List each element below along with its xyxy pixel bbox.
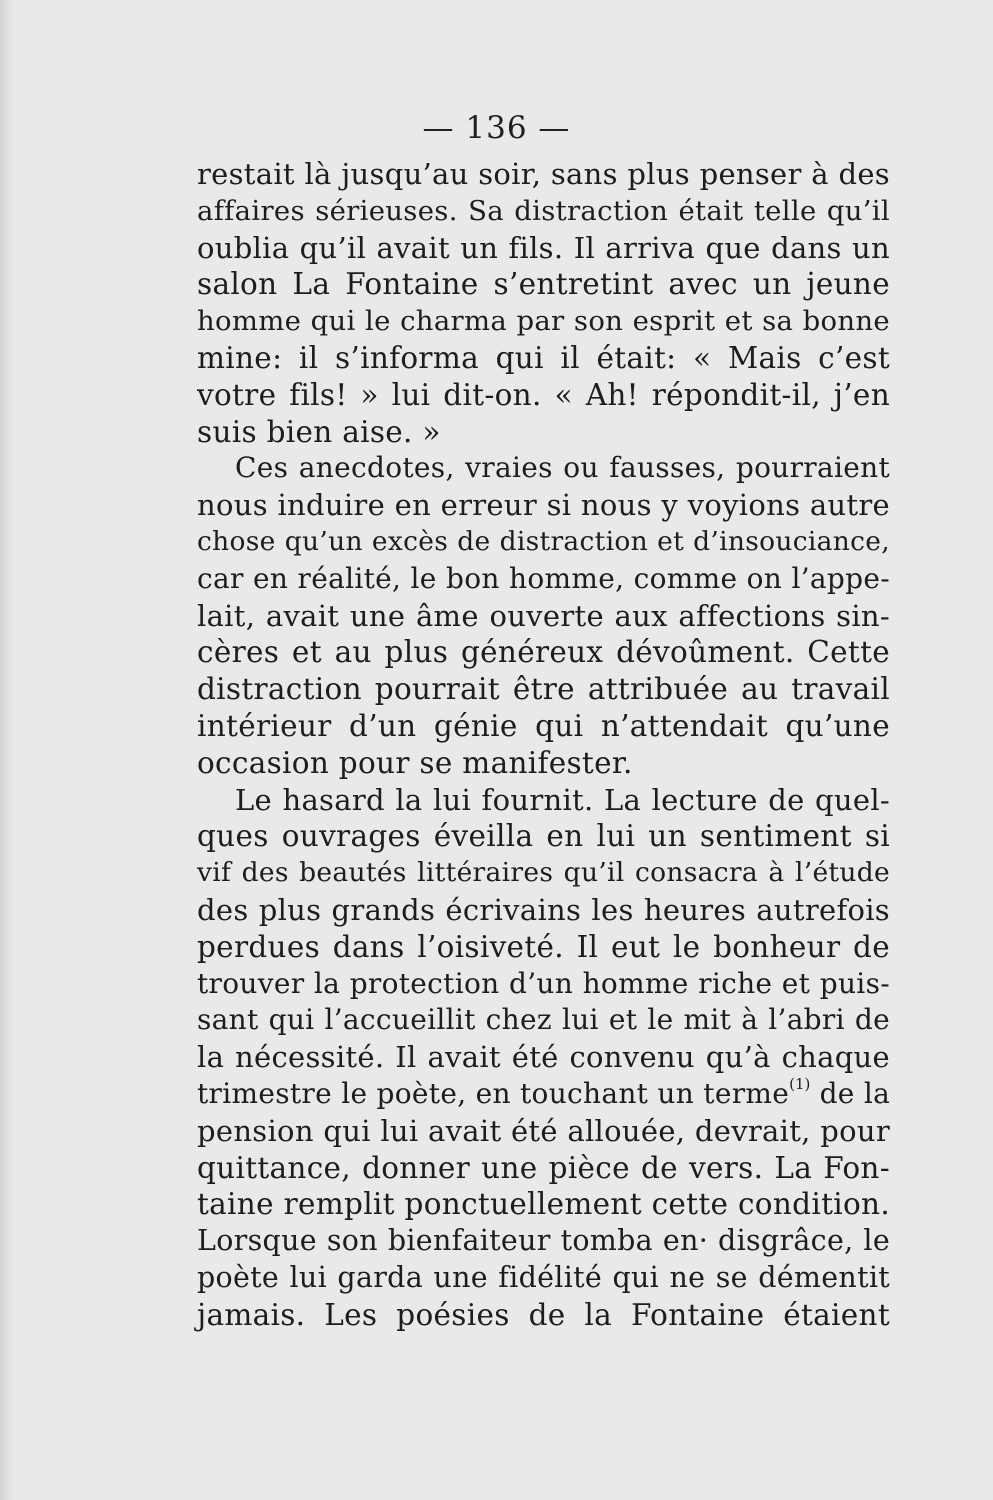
text-line-content: occasion pour se manifester. — [197, 745, 633, 780]
text-line — [197, 561, 890, 598]
text-line-content: vif des beautés littéraires qu’il consacra à l’étude — [197, 857, 890, 889]
text-line — [197, 193, 890, 230]
text-line-content: poète lui garda une fidélité qui ne se démentit — [197, 1260, 890, 1294]
text-line — [197, 708, 890, 745]
text-line — [197, 671, 890, 708]
text-line-continuation: de la — [810, 1076, 891, 1110]
text-line — [197, 1297, 890, 1334]
text-line-content: quittance, donner une pièce de vers. La Fon- — [197, 1150, 890, 1185]
text-line-content: trimestre le poète, en touchant un terme — [197, 1076, 790, 1110]
text-line — [197, 782, 890, 819]
text-line — [197, 524, 890, 561]
text-line-content: ques ouvrages éveilla en lui un sentiment si — [197, 819, 890, 854]
text-line — [197, 1150, 890, 1187]
text-line — [197, 156, 890, 193]
text-line-content: homme qui le charma par son esprit et sa bonne — [197, 305, 890, 338]
text-line — [197, 1186, 890, 1223]
page-number: — 136 — — [422, 110, 571, 146]
text-line — [197, 1113, 890, 1150]
text-line-content: Lorsque son bienfaiteur tomba en· disgrâce, le — [197, 1224, 890, 1258]
text-line — [197, 818, 890, 855]
text-line — [197, 929, 890, 966]
text-line-content: cères et au plus généreux dévoûment. Cette — [197, 635, 890, 670]
text-line-content: la nécessité. Il avait été convenu qu’à chaque — [197, 1040, 890, 1075]
text-line-content: taine remplit ponctuellement cette condition. — [197, 1187, 890, 1222]
text-line-content: sant qui l’accueillit chez lui et le mit à l’abri de — [197, 1003, 890, 1037]
footnote-marker: (1) — [789, 1074, 811, 1093]
text-line-content: salon La Fontaine s’entretint avec un jeune — [197, 267, 890, 302]
body-text — [197, 156, 890, 1334]
text-line — [197, 450, 890, 487]
text-line — [197, 1002, 890, 1039]
text-line-content: des plus grands écrivains les heures autrefois — [197, 892, 890, 927]
text-line-content: oublia qu’il avait un fils. Il arriva que dans un — [197, 230, 890, 265]
text-line-content: chose qu’un excès de distraction et d’insouciance, — [197, 525, 890, 557]
text-line-content: jamais. Les poésies de la Fontaine étaient — [197, 1297, 890, 1332]
text-line — [197, 377, 890, 414]
text-line — [197, 303, 890, 340]
text-line-content: votre fils! » lui dit-on. « Ah! répondit-il, j’en — [197, 377, 890, 412]
text-line-content: nous induire en erreur si nous y voyions autre — [197, 488, 890, 523]
text-line — [197, 745, 890, 782]
page-edge-shadow — [0, 0, 14, 1500]
text-line-content: Le hasard la lui fournit. La lecture de quel- — [235, 782, 890, 817]
text-line-content: distraction pourrait être attribuée au travail — [197, 672, 890, 707]
text-line — [197, 230, 890, 267]
text-line — [197, 1260, 890, 1297]
text-line — [197, 598, 890, 635]
text-line — [197, 487, 890, 524]
text-line-content: restait là jusqu’au soir, sans plus penser à des — [197, 157, 890, 191]
text-line-content: trouver la protection d’un homme riche et puis- — [197, 966, 890, 1000]
text-line-content: intérieur d’un génie qui n’attendait qu’une — [197, 708, 890, 743]
text-line — [197, 1223, 890, 1260]
text-line-content: affaires sérieuses. Sa distraction était telle qu’il — [197, 194, 890, 227]
text-line — [197, 414, 890, 451]
text-line-content: mine: il s’informa qui il était: « Mais c’est — [197, 340, 890, 375]
text-line-content: lait, avait une âme ouverte aux affections sin- — [197, 598, 890, 633]
text-line — [197, 340, 890, 377]
text-line-content: pension qui lui avait été allouée, devrait, pour — [197, 1113, 890, 1148]
text-line-content: car en réalité, le bon homme, comme on l’appe- — [197, 561, 890, 595]
text-line — [197, 1076, 890, 1113]
text-line — [197, 634, 890, 671]
text-line-content: Ces anecdotes, vraies ou fausses, pourraient — [235, 451, 890, 485]
text-line — [197, 892, 890, 929]
text-line — [197, 966, 890, 1003]
text-line — [197, 1039, 890, 1076]
text-line — [197, 266, 890, 303]
text-line-content: suis bien aise. » — [197, 414, 441, 449]
text-line-content: perdues dans l’oisiveté. Il eut le bonheur de — [197, 929, 890, 964]
text-line — [197, 855, 890, 892]
